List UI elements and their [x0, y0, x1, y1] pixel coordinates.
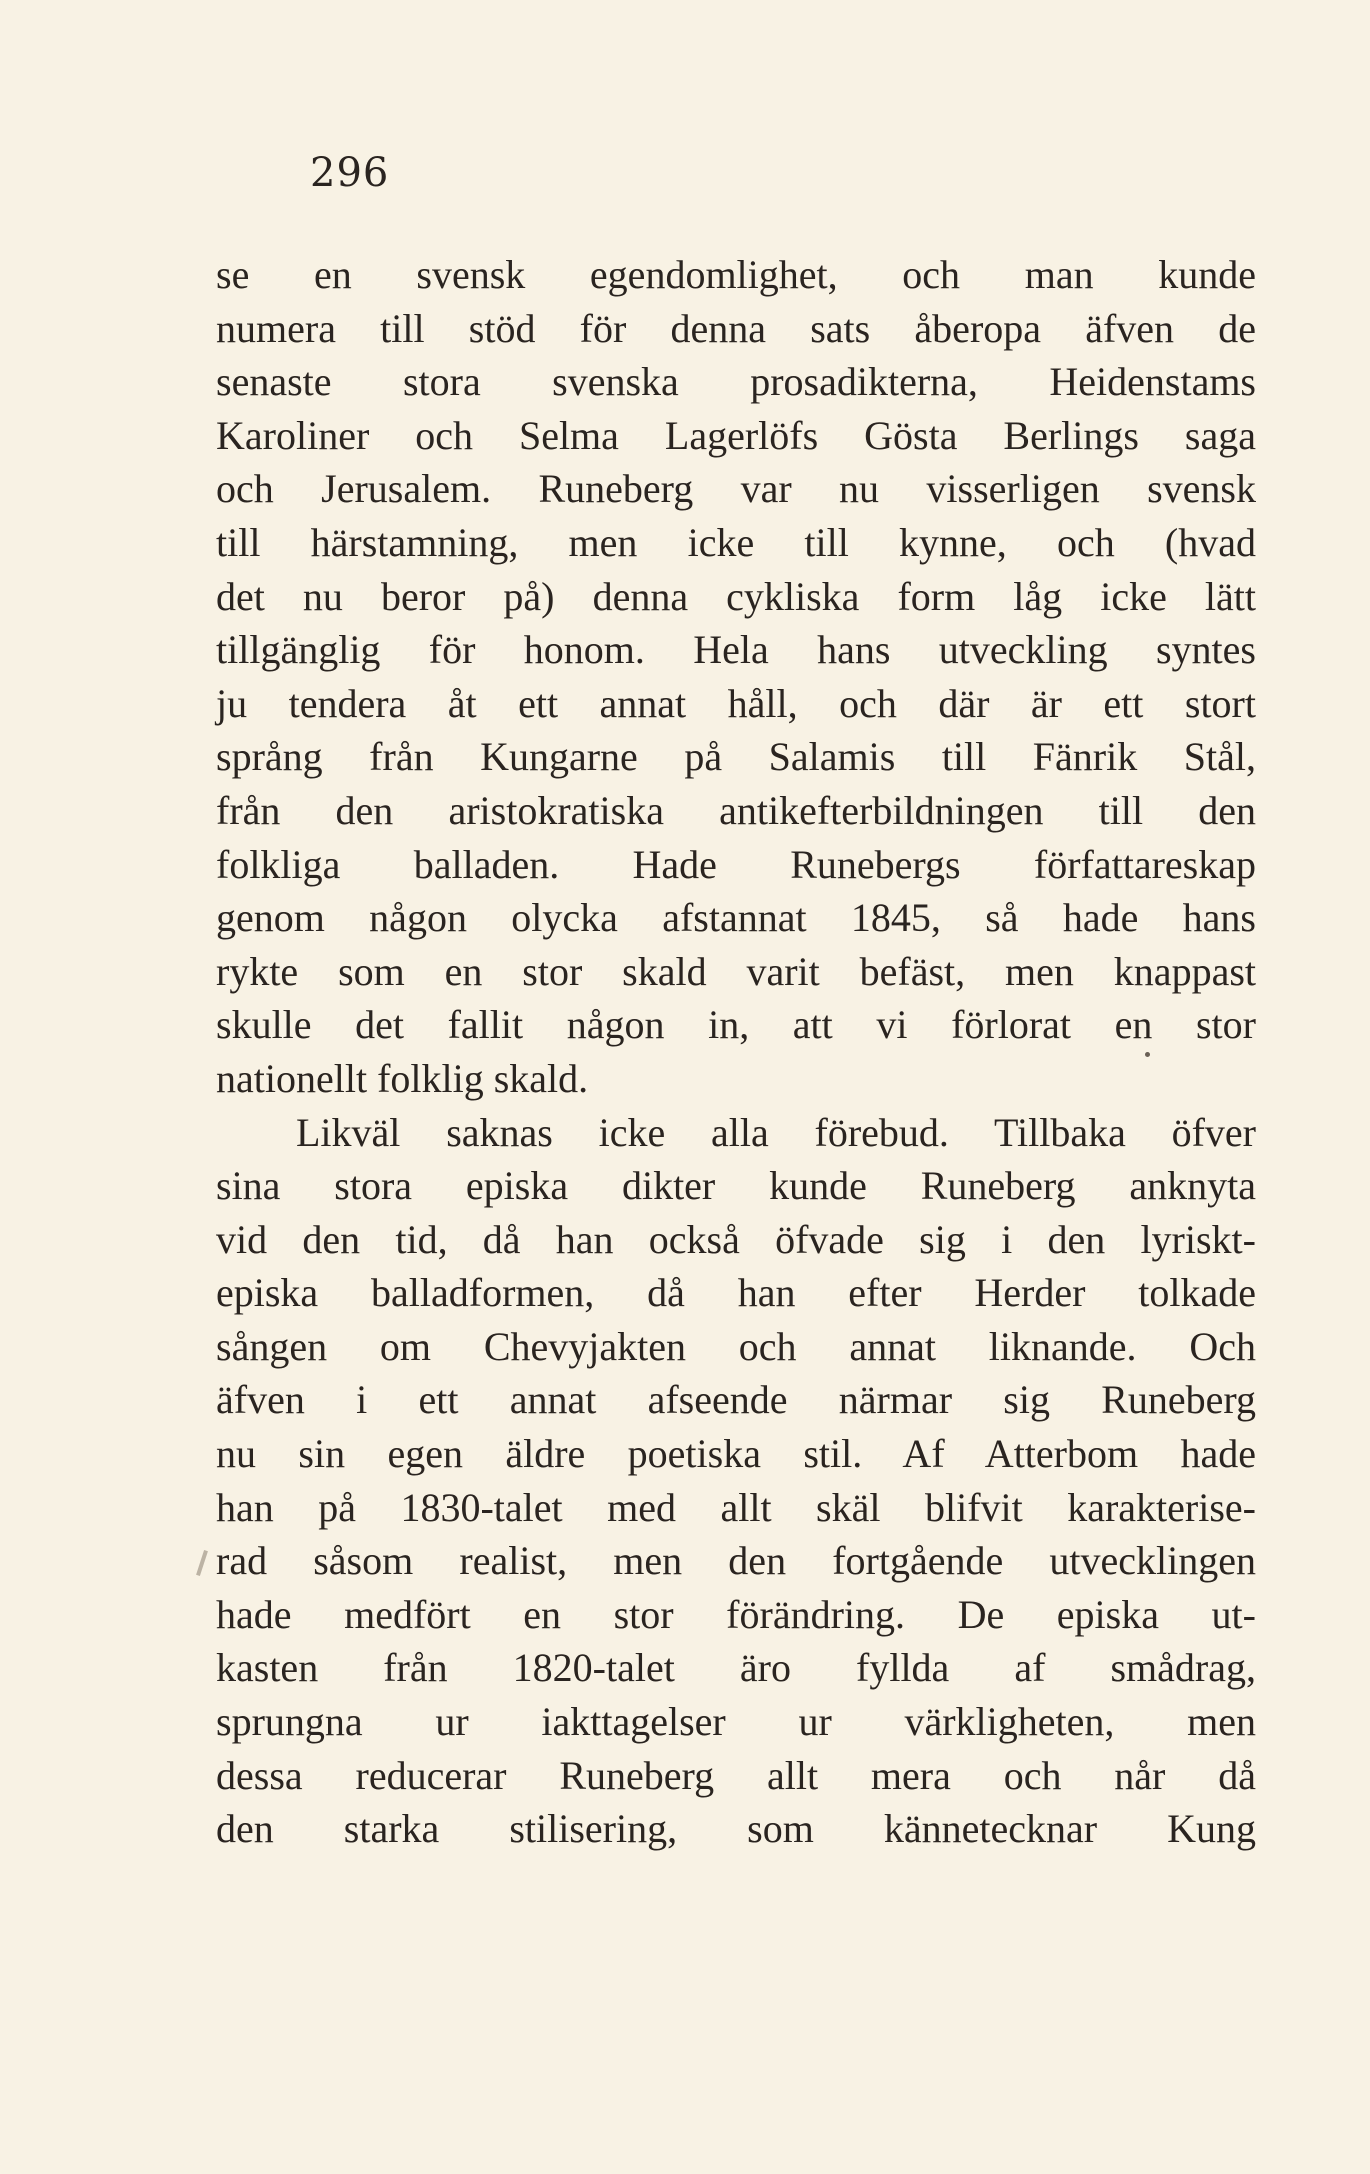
page-number: 296	[310, 150, 390, 196]
text-line: sången om Chevyjakten och annat liknande. Och	[216, 1323, 1256, 1369]
text-line: äfven i ett annat afseende närmar sig Runeberg	[216, 1377, 1256, 1423]
text-line: den starka stilisering, som kännetecknar Kung	[216, 1806, 1256, 1852]
paragraph-start-line: Likväl saknas icke alla förebud. Tillbaka öfver	[296, 1109, 1256, 1155]
text-line: rad såsom realist, men den fortgående utvecklingen	[216, 1538, 1256, 1584]
text-line: det nu beror på) denna cykliska form låg icke lätt	[216, 573, 1256, 619]
text-line: rykte som en stor skald varit befäst, men knappast	[216, 948, 1256, 994]
text-line: han på 1830-talet med allt skäl blifvit karakterise-	[216, 1484, 1256, 1530]
text-line: skulle det fallit någon in, att vi förlorat en stor	[216, 1002, 1256, 1048]
text-line: dessa reducerar Runeberg allt mera och når då	[216, 1752, 1256, 1798]
text-line: sina stora episka dikter kunde Runeberg anknyta	[216, 1163, 1256, 1209]
text-line: genom någon olycka afstannat 1845, så hade hans	[216, 895, 1256, 941]
text-line: hade medfört en stor förändring. De episka ut-	[216, 1591, 1256, 1637]
text-line: se en svensk egendomlighet, och man kunde	[216, 252, 1256, 297]
text-line: folkliga balladen. Hade Runebergs författareskap	[216, 841, 1256, 887]
text-line: sprungna ur iakttagelser ur värkligheten, men	[216, 1699, 1256, 1745]
text-line: numera till stöd för denna sats åberopa äfven de	[216, 305, 1256, 351]
text-line: till härstamning, men icke till kynne, och (hvad	[216, 519, 1256, 565]
text-line: vid den tid, då han också öfvade sig i den lyriskt-	[216, 1216, 1256, 1262]
ink-speck	[1145, 1052, 1150, 1057]
margin-pencil-mark	[196, 1550, 208, 1576]
text-line: nu sin egen äldre poetiska stil. Af Atterbom hade	[216, 1431, 1256, 1477]
text-line: senaste stora svenska prosadikterna, Heidenstams	[216, 359, 1256, 405]
text-line: kasten från 1820-talet äro fyllda af smådrag,	[216, 1645, 1256, 1691]
text-line: Karoliner och Selma Lagerlöfs Gösta Berlings saga	[216, 412, 1256, 458]
text-line: och Jerusalem. Runeberg var nu visserligen svensk	[216, 466, 1256, 512]
body-text	[216, 248, 1256, 1856]
text-line: från den aristokratiska antikefterbildningen till den	[216, 787, 1256, 833]
text-line: tillgänglig för honom. Hela hans utveckling syntes	[216, 627, 1256, 673]
text-line: språng från Kungarne på Salamis till Fänrik Stål,	[216, 734, 1256, 780]
text-line: ju tendera åt ett annat håll, och där är ett stort	[216, 680, 1256, 726]
text-line: episka balladformen, då han efter Herder tolkade	[216, 1270, 1256, 1316]
paragraph-end-line: nationellt folklig skald.	[216, 1055, 589, 1101]
